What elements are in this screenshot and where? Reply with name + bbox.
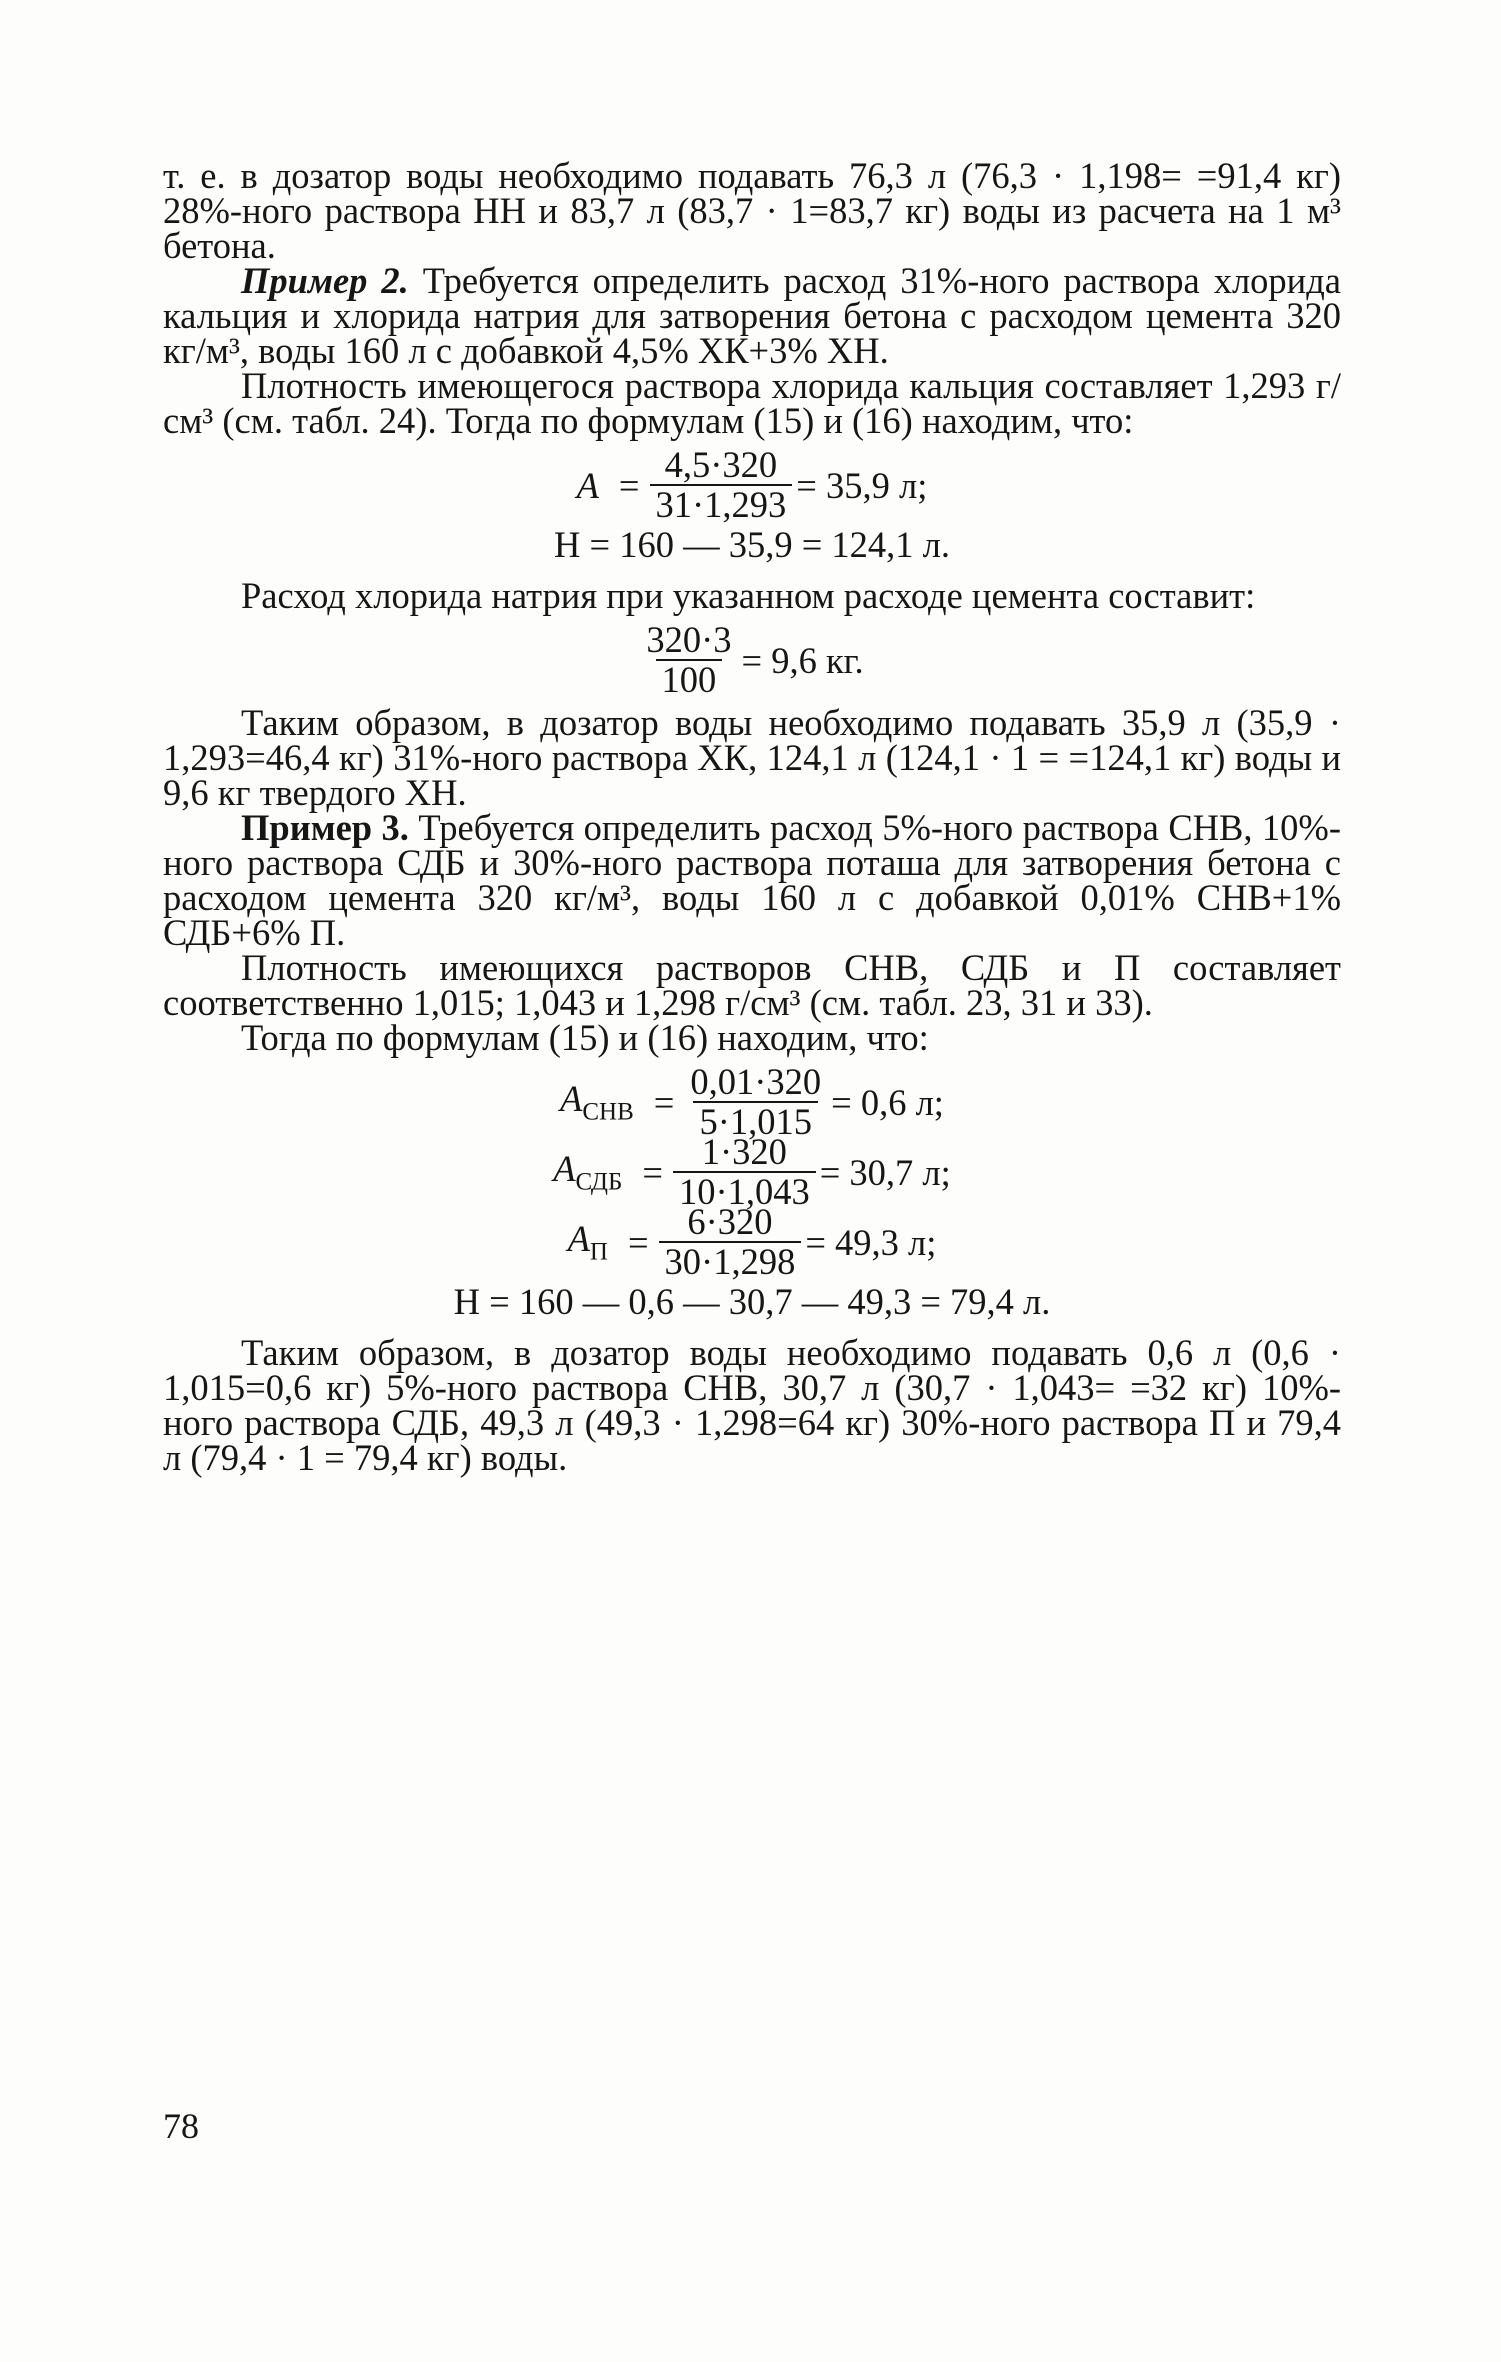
equals-sign: =	[642, 1151, 663, 1193]
example-2-heading: Пример 2.	[241, 260, 409, 301]
example-3-text: Требуется определить расход 5%-ного раствора СНВ, 10%-ного раствора СДБ и 30%-ного раствора поташа для затворения бетона с расходом цемента 320 кг/м³, воды 160 л с добавкой 0,01% СНВ+1% СДБ+6% П.	[163, 807, 1341, 953]
equation-h-total	[163, 1277, 1341, 1325]
fraction-denominator: 5·1,015	[693, 1101, 818, 1139]
fraction-denominator: 30·1,298	[659, 1241, 802, 1279]
fraction	[659, 1201, 802, 1282]
fraction	[684, 1061, 827, 1142]
equation-lhs: $A_{СНВ}$	[560, 1078, 634, 1126]
equation-lhs: $A_П$	[567, 1218, 608, 1266]
equation-lhs: $A_{СДБ}$	[553, 1148, 623, 1196]
equation-block-2	[163, 619, 1341, 700]
equation-result: = 9,6 кг.	[741, 639, 864, 681]
equation-result: = 0,6 л;	[831, 1081, 944, 1123]
fraction-numerator: 1·320	[701, 1131, 787, 1172]
paragraph-nacl: Расход хлорида натрия при указанном расходе цемента составит:	[241, 575, 1256, 616]
paragraph-continuation: т. е. в дозатор воды необходимо подавать 76,3 л (76,3 · 1,198= =91,4 кг) 28%-ного раствора НН и 83,7 л (83,7 · 1=83,7 кг) воды из расчета на 1 м³ бетона.	[163, 155, 1341, 266]
fraction-numerator: 6·320	[687, 1201, 773, 1242]
fraction-denominator: 31·1,293	[650, 484, 793, 522]
equation-h-text: H = 160 — 0,6 — 30,7 — 49,3 = 79,4 л.	[453, 1280, 1051, 1322]
example-3-heading: Пример 3.	[241, 807, 409, 848]
equation-a	[163, 444, 1341, 525]
example-2-text: Требуется определить расход 31%-ного раствора хлорида кальция и хлорида натрия для затворения бетона с расходом цемента 320 кг/м³, воды 160 л с добавкой 4,5% ХК+3% ХН.	[163, 260, 1341, 371]
paragraph-example-2	[163, 260, 1341, 371]
equation-a-snv	[163, 1061, 1341, 1142]
equation-result: = 30,7 л;	[819, 1151, 951, 1193]
equation-h	[163, 520, 1341, 568]
equation-result: = 49,3 л;	[805, 1221, 937, 1263]
page-number: 78	[163, 2106, 199, 2146]
equals-sign: =	[627, 1221, 649, 1263]
paragraph-density-cacl: Плотность имеющегося раствора хлорида кальция составляет 1,293 г/см³ (см. табл. 24). Тогда по формулам (15) и (16) находим, что:	[163, 365, 1341, 441]
equation-h-text: H = 160 — 35,9 = 124,1 л.	[554, 523, 950, 565]
fraction-numerator: 4,5·320	[664, 444, 778, 485]
fraction-numerator: 320·3	[646, 619, 732, 660]
fraction	[640, 619, 737, 700]
fraction	[650, 444, 793, 525]
fraction-numerator: 0,01·320	[690, 1061, 822, 1102]
equals-sign: =	[618, 464, 640, 506]
equation-block-1	[163, 444, 1341, 568]
equals-sign: =	[653, 1081, 675, 1123]
equation-a-p	[163, 1201, 1341, 1282]
equation-a-sdb	[163, 1131, 1341, 1212]
paragraph-summary-3: Таким образом, в дозатор воды необходимо подавать 0,6 л (0,6 · 1,015=0,6 кг) 5%-ного раствора СНВ, 30,7 л (30,7 · 1,043= =32 кг) 10%-ного раствора СДБ, 49,3 л (49,3 · 1,298=64 кг) 30%-ного раствора П и 79,4 л (79,4 · 1 = 79,4 кг) воды.	[163, 1332, 1341, 1478]
fraction-denominator: 10·1,043	[673, 1171, 816, 1209]
paragraph-example-3	[163, 807, 1341, 953]
paragraph-densities: Плотность имеющихся растворов СНВ, СДБ и П составляет соответственно 1,015; 1,043 и 1,298 г/см³ (см. табл. 23, 31 и 33).	[163, 947, 1341, 1023]
equation-block-3	[163, 1061, 1341, 1325]
text-column	[163, 155, 1341, 1478]
paragraph-formulas-intro: Тогда по формулам (15) и (16) находим, что:	[241, 1017, 929, 1058]
fraction-denominator: 100	[656, 659, 723, 697]
equation-result: = 35,9 л;	[796, 464, 928, 506]
equation-nacl	[163, 619, 1341, 700]
fraction	[673, 1131, 816, 1212]
equation-lhs: A	[576, 464, 599, 506]
paragraph-summary-2: Таким образом, в дозатор воды необходимо подавать 35,9 л (35,9 · 1,293=46,4 кг) 31%-ного раствора ХК, 124,1 л (124,1 · 1 = =124,1 кг) воды и 9,6 кг твердого ХН.	[163, 702, 1341, 813]
